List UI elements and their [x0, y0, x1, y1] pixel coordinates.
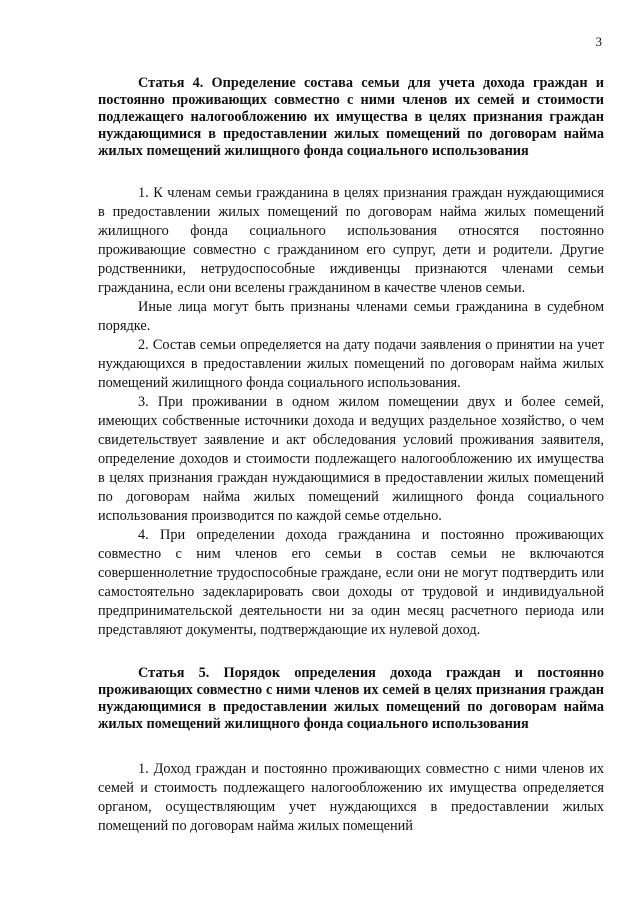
- article-4-paragraph-1: 1. К членам семьи гражданина в целях признания граждан нуждающимися в предоставлении жилых помещений по договорам найма жилых помещений жилищного фонда социального использования относятся постоянно проживающие совместно с гражданином его супруг, дети и родители. Другие родственники, нетрудоспособные иждивенцы признаются членами семьи гражданина, если они вселены гражданином в качестве членов семьи.: [98, 185, 604, 296]
- article-5-paragraph-1: 1. Доход граждан и постоянно проживающих совместно с ними членов их семей и стоимость подлежащего налогообложению их имущества определяется органом, осуществляющим учет нуждающихся в предоставлении жилых помещений по договорам найма жилых помещений: [98, 761, 604, 834]
- document-body: [98, 75, 604, 836]
- article-5-heading: Статья 5. Порядок определения дохода граждан и постоянно проживающих совместно с ними членов их семей в целях признания граждан нуждающимися в предоставлении жилых помещений по договорам найма жилых помещений жилищного фонда социального использования: [98, 665, 604, 732]
- article-4-paragraph-3: 2. Состав семьи определяется на дату подачи заявления о принятии на учет нуждающихся в предоставлении жилых помещений по договорам найма жилых помещений жилищного фонда социального использования.: [98, 337, 604, 391]
- article-4-paragraph-4: 3. При проживании в одном жилом помещении двух и более семей, имеющих собственные источники дохода и ведущих раздельное хозяйство, о чем свидетельствует заявление и акт обследования условий проживания заявителя, определение доходов и стоимости подлежащего налогообложению их имущества в целях признания граждан нуждающимися в предоставлении жилых помещений по договорам найма жилых помещений жилищного фонда социального использования производится по каждой семье отдельно.: [98, 394, 604, 524]
- article-4-paragraph-5: 4. При определении дохода гражданина и постоянно проживающих совместно с ним членов его семьи в состав семьи не включаются совершеннолетние трудоспособные граждане, если они не могут подтвердить или самостоятельно задекларировать свои доходы от трудовой и индивидуальной предпринимательской деятельности ни за один месяц расчетного периода или представляют документы, подтверждающие их нулевой доход.: [98, 527, 604, 638]
- article-4-paragraph-2: Иные лица могут быть признаны членами семьи гражданина в судебном порядке.: [98, 299, 604, 334]
- article-4-heading: Статья 4. Определение состава семьи для учета дохода граждан и постоянно проживающих совместно с ними членов их семей и стоимости подлежащего налогообложению их имущества в целях признания граждан нуждающимися в предоставлении жилых помещений по договорам найма жилых помещений жилищного фонда социального использования: [98, 75, 604, 159]
- page-number: 3: [595, 34, 602, 49]
